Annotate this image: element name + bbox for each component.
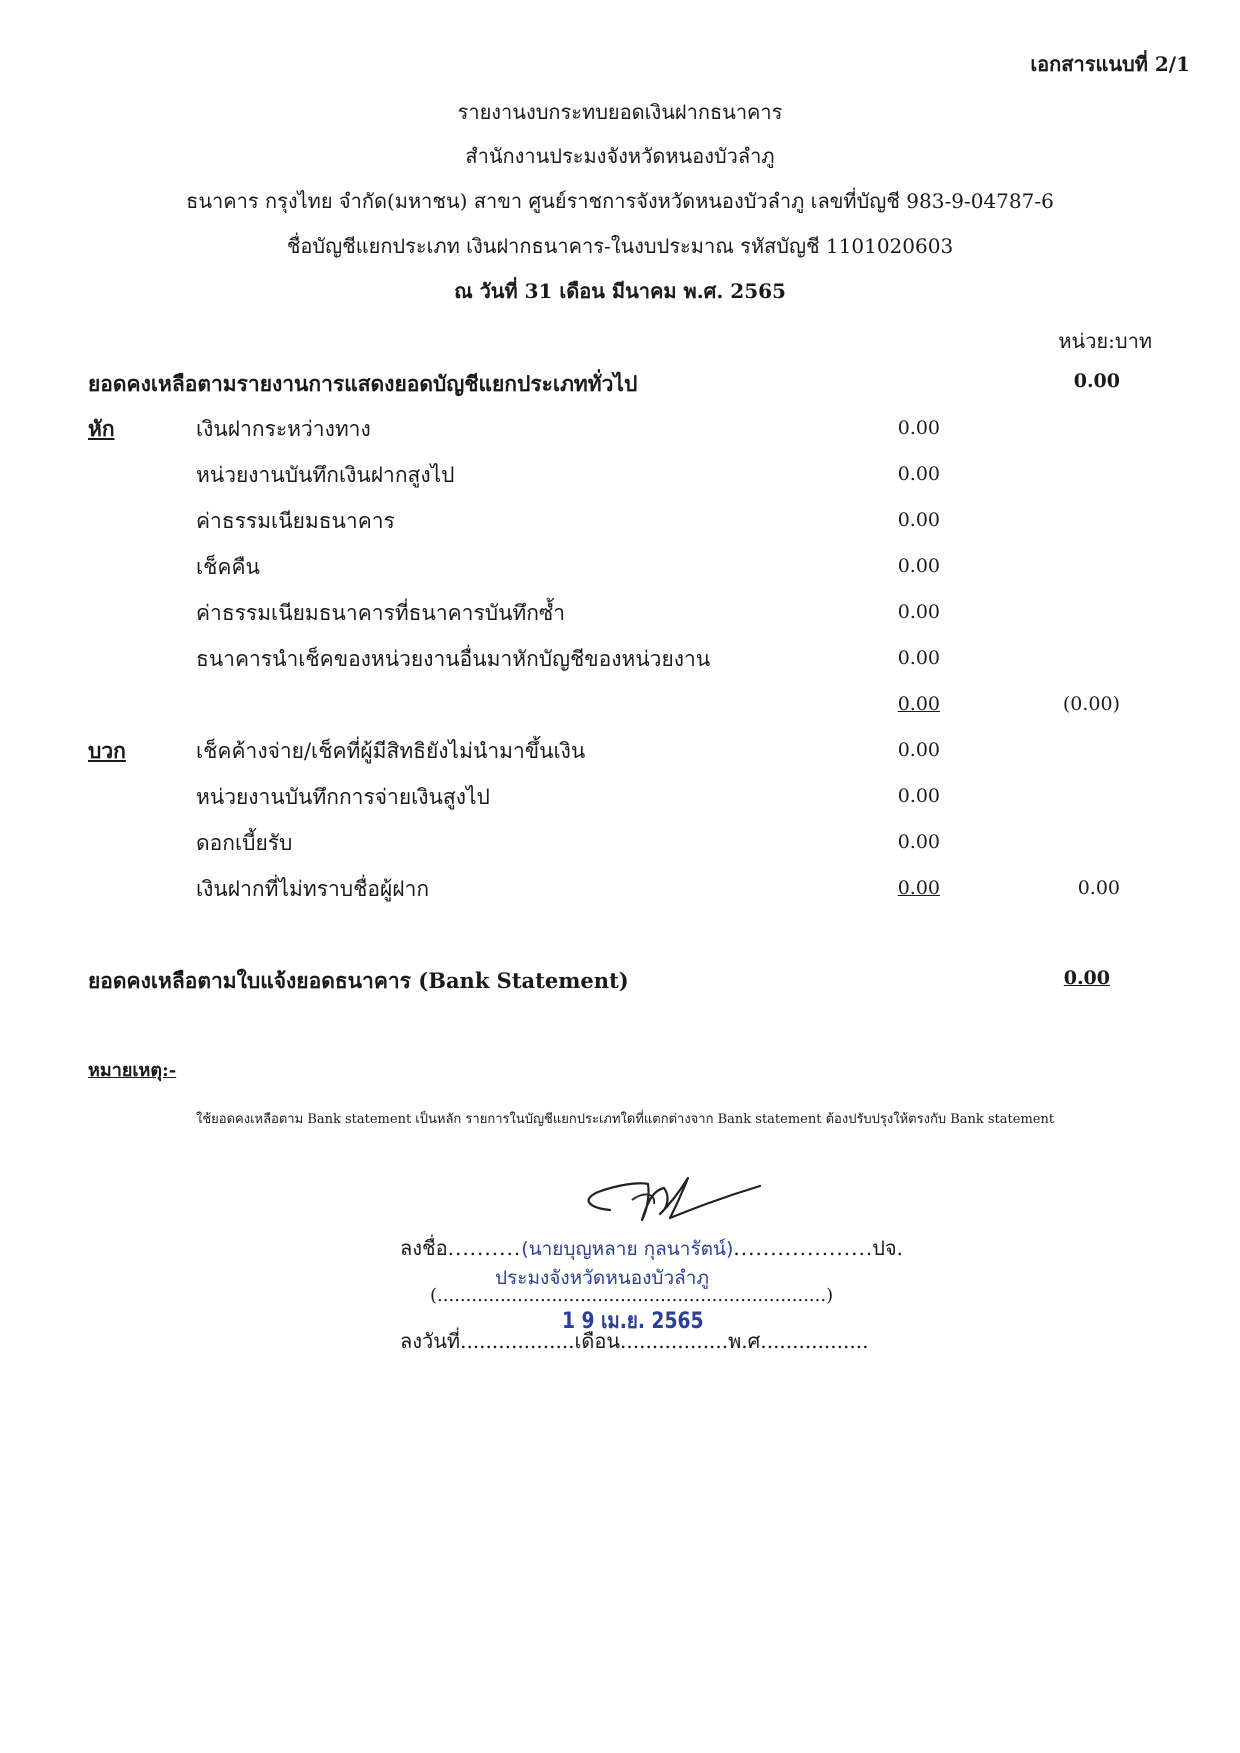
signer-name: (นายบุญหลาย กุลนารัตน์) xyxy=(521,1238,734,1260)
add-heading: บวก xyxy=(88,738,126,763)
add-item-label: หน่วยงานบันทึกการจ่ายเงินสูงไป xyxy=(196,785,490,809)
sign-prefix: ลงชื่อ xyxy=(400,1236,448,1260)
add-total: 0.00 xyxy=(1077,877,1120,899)
deduct-total: (0.00) xyxy=(1062,693,1120,715)
deduct-subtotal: 0.00 xyxy=(897,693,940,715)
bank-account-line: ธนาคาร กรุงไทย จำกัด(มหาชน) สาขา ศูนย์ราชการจังหวัดหนองบัวลำภู เลขที่บัญชี 983-9-04787-6 xyxy=(186,189,1054,213)
signature-scribble xyxy=(570,1170,780,1240)
bank-balance-value: 0.00 xyxy=(1063,967,1110,989)
sign-dots-right: .................. xyxy=(733,1236,866,1260)
ledger-account-line: ชื่อบัญชีแยกประเภท เงินฝากธนาคาร-ในงบประมาณ รหัสบัญชี 1101020603 xyxy=(286,234,954,258)
add-item-label: เช็คค้างจ่าย/เช็คที่ผู้มีสิทธิยังไม่นำมาขึ้นเงิน xyxy=(196,739,586,763)
deduct-item-value: 0.00 xyxy=(897,509,940,531)
add-item-value: 0.00 xyxy=(897,877,940,899)
deduct-item-value: 0.00 xyxy=(897,555,940,577)
deduct-item-label: ค่าธรรมเนียมธนาคาร xyxy=(196,509,395,533)
sign-suffix: .ปจ. xyxy=(865,1236,903,1260)
deduct-item-value: 0.00 xyxy=(897,417,940,439)
signer-paren-line: (....................................................................) xyxy=(430,1285,834,1306)
remark-heading: หมายเหตุ:- xyxy=(88,1060,177,1081)
sign-dots-left: .......... xyxy=(447,1236,522,1260)
add-item-value: 0.00 xyxy=(897,785,940,807)
deduct-item-label: เช็คคืน xyxy=(196,555,260,579)
deduct-item-label: หน่วยงานบันทึกเงินฝากสูงไป xyxy=(196,463,455,487)
deduct-item-value: 0.00 xyxy=(897,601,940,623)
report-title: รายงานงบกระทบยอดเงินฝากธนาคาร xyxy=(457,100,783,124)
signer-title: ประมงจังหวัดหนองบัวลำภู xyxy=(495,1267,709,1289)
deduct-item-label: เงินฝากระหว่างทาง xyxy=(196,417,371,441)
gl-balance-value: 0.00 xyxy=(1073,370,1120,392)
add-item-value: 0.00 xyxy=(897,739,940,761)
add-item-label: ดอกเบี้ยรับ xyxy=(196,831,293,855)
unit-label: หน่วย:บาท xyxy=(1058,329,1152,353)
add-item-value: 0.00 xyxy=(897,831,940,853)
bank-balance-label: ยอดคงเหลือตามใบแจ้งยอดธนาคาร (Bank Statement) xyxy=(88,968,629,993)
gl-balance-label: ยอดคงเหลือตามรายงานการแสดงยอดบัญชีแยกประเภททั่วไป xyxy=(88,371,638,396)
sign-line xyxy=(400,1232,903,1264)
date-stamp: 1 9 เม.ย. 2565 xyxy=(562,1309,704,1334)
deduct-item-label: ธนาคารนำเช็คของหน่วยงานอื่นมาหักบัญชีของหน่วยงาน xyxy=(196,647,711,671)
sign-date-line: ลงวันที่..................เดือน.................พ.ศ................. xyxy=(400,1329,869,1353)
attachment-number: เอกสารแนบที่ 2/1 xyxy=(1030,52,1190,76)
deduct-item-value: 0.00 xyxy=(897,463,940,485)
deduct-item-value: 0.00 xyxy=(897,647,940,669)
office-name: สำนักงานประมงจังหวัดหนองบัวลำภู xyxy=(465,144,775,168)
deduct-item-label: ค่าธรรมเนียมธนาคารที่ธนาคารบันทึกซ้ำ xyxy=(196,601,566,625)
deduct-heading: หัก xyxy=(88,416,115,441)
remark-text: ใช้ยอดคงเหลือตาม Bank statement เป็นหลัก รายการในบัญชีแยกประเภทใดที่แตกต่างจาก Bank statement ต้องปรับปรุงให้ตรงกับ Bank statement xyxy=(196,1112,1055,1127)
add-item-label: เงินฝากที่ไม่ทราบชื่อผู้ฝาก xyxy=(196,877,430,901)
report-date: ณ วันที่ 31 เดือน มีนาคม พ.ศ. 2565 xyxy=(454,279,786,303)
